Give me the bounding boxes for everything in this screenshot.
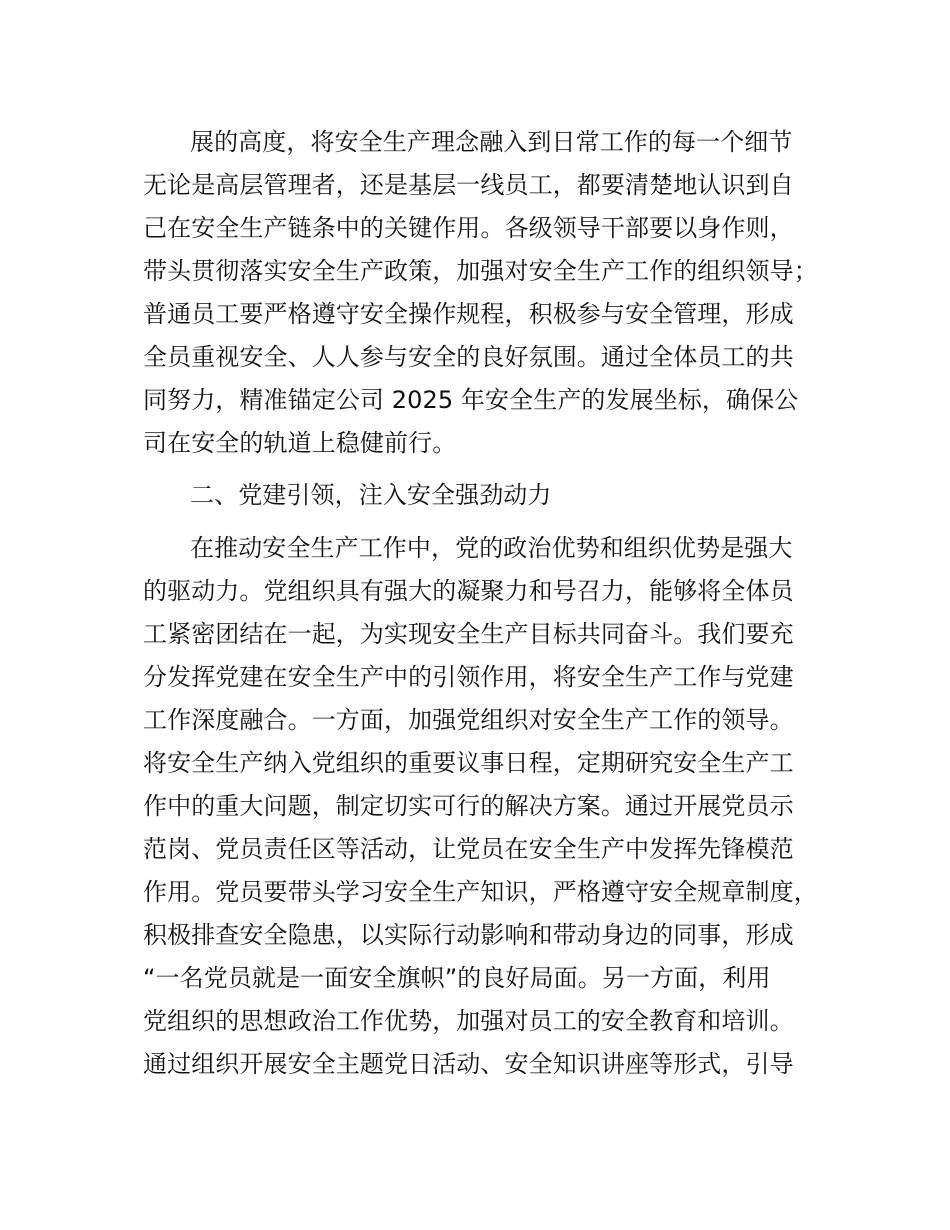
paragraph-line: “一名党员就是一面安全旗帜”的良好局面。另一方面，利用 xyxy=(143,964,771,992)
paragraph-line: 积极排查安全隐患，以实际行动影响和带动身边的同事，形成 xyxy=(143,921,794,949)
paragraph-line: 工作深度融合。一方面，加强党组织对安全生产工作的领导。 xyxy=(143,706,794,734)
paragraph-line: 党组织的思想政治工作优势，加强对员工的安全教育和培训。 xyxy=(143,1007,794,1035)
paragraph-line: 同努力，精准锚定公司 2025 年安全生产的发展坐标，确保公 xyxy=(143,386,799,414)
paragraph-line: 分发挥党建在安全生产中的引领作用，将安全生产工作与党建 xyxy=(143,663,794,691)
paragraph-line: 作中的重大问题，制定切实可行的解决方案。通过开展党员示 xyxy=(143,792,794,820)
paragraph-line: 的驱动力。党组织具有强大的凝聚力和号召力，能够将全体员 xyxy=(143,577,794,605)
paragraph-line: 带头贯彻落实安全生产政策，加强对安全生产工作的组织领导； xyxy=(143,257,818,285)
paragraph-line: 全员重视安全、人人参与安全的良好氛围。通过全体员工的共 xyxy=(143,343,794,371)
paragraph-line: 范岗、党员责任区等活动，让党员在安全生产中发挥先锋模范 xyxy=(143,835,794,863)
paragraph-line: 作用。党员要带头学习安全生产知识，严格遵守安全规章制度， xyxy=(143,878,818,906)
paragraph-line: 司在安全的轨道上稳健前行。 xyxy=(143,429,457,457)
paragraph-line: 展的高度，将安全生产理念融入到日常工作的每一个细节 xyxy=(190,128,793,156)
paragraph-line: 己在安全生产链条中的关键作用。各级领导干部要以身作则， xyxy=(143,214,794,242)
paragraph-line: 将安全生产纳入党组织的重要议事日程，定期研究安全生产工 xyxy=(143,749,794,777)
paragraph-line: 普通员工要严格遵守安全操作规程，积极参与安全管理，形成 xyxy=(143,300,794,328)
paragraph-line: 无论是高层管理者，还是基层一线员工，都要清楚地认识到自 xyxy=(143,171,794,199)
section-heading: 二、党建引领，注入安全强劲动力 xyxy=(190,481,552,509)
paragraph-line: 在推动安全生产工作中，党的政治优势和组织优势是强大 xyxy=(190,534,793,562)
paragraph-line: 通过组织开展安全主题党日活动、安全知识讲座等形式，引导 xyxy=(143,1050,794,1078)
paragraph-line: 工紧密团结在一起，为实现安全生产目标共同奋斗。我们要充 xyxy=(143,620,794,648)
